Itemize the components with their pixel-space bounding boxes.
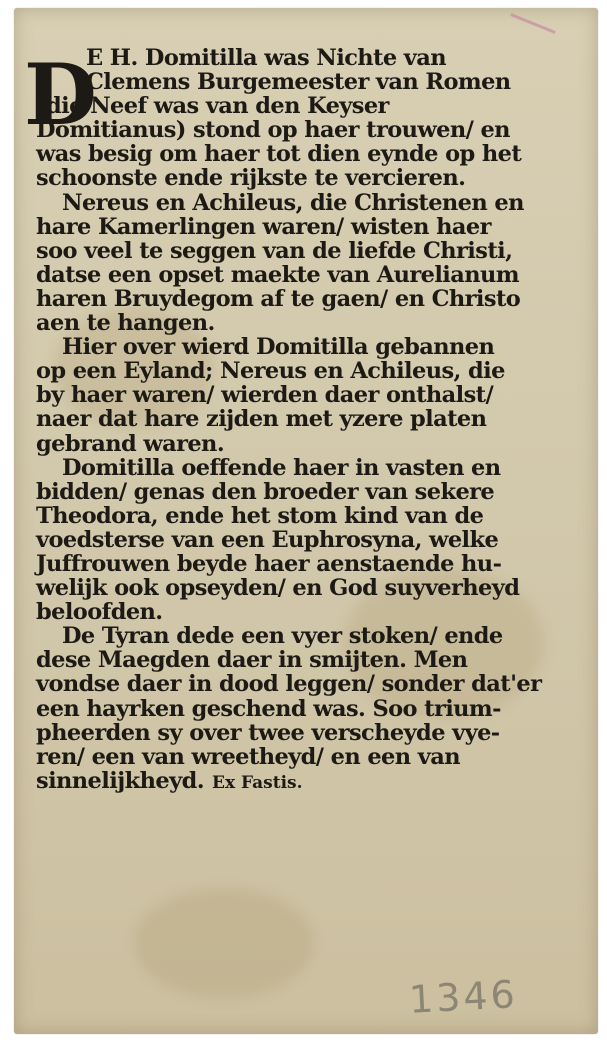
text-line: (die Neef was van den Keyser <box>36 93 389 120</box>
handwritten-number: 1346 <box>407 972 519 1022</box>
text-line: haren Bruydegom af te gaen/ en Christo <box>36 285 521 312</box>
paragraph-4 <box>36 456 581 625</box>
text-line: Juffrouwen beyde haer aenstaende hu- <box>36 550 502 577</box>
paragraph-1 <box>36 46 581 191</box>
text-line: gebrand waren. <box>36 430 225 457</box>
text-line: Clemens Burgemeester van Romen <box>86 69 511 96</box>
text-line: beloofden. <box>36 599 163 626</box>
text-line: E H. Domitilla was Nichte van <box>86 45 447 71</box>
text-line: pheerden sy over twee verscheyde vye- <box>36 719 500 746</box>
text-line: was besig om haer tot dien eynde op het <box>36 141 522 168</box>
text-line: schoonste ende rijkste te vercieren. <box>36 165 466 192</box>
text-line: een hayrken geschend was. Soo trium- <box>36 695 501 722</box>
text-line: vondse daer in dood leggen/ sonder dat'er <box>36 671 542 698</box>
text-line: Hier over wierd Domitilla gebannen <box>62 334 495 361</box>
text-line: op een Eyland; Nereus en Achileus, die <box>36 358 505 385</box>
text-line: sinnelijkheyd. <box>36 767 204 794</box>
paragraph-2 <box>36 191 581 336</box>
drop-cap: D <box>24 45 95 144</box>
text-line: bidden/ genas den broeder van sekere <box>36 478 495 505</box>
text-line: De Tyran dede een vyer stoken/ ende <box>62 623 503 650</box>
text-line: aen te hangen. <box>36 310 215 337</box>
printed-paper-sheet <box>14 8 598 1034</box>
text-line: soo veel te seggen van de liefde Christi, <box>36 237 513 264</box>
paper-stain <box>134 888 314 998</box>
text-line: welijk ook opseyden/ en God suyverheyd <box>36 575 520 602</box>
text-line: Theodora, ende het stom kind van de <box>36 502 484 529</box>
text-line: Domitianus) stond op haer trouwen/ en <box>36 117 510 144</box>
paragraph-3 <box>36 335 581 455</box>
text-line: Nereus en Achileus, die Christenen en <box>62 189 524 216</box>
text-line: ren/ een van wreetheyd/ en een van <box>36 743 460 770</box>
text-line: datse een opset maekte van Aurelianum <box>36 261 519 288</box>
text-line: Domitilla oeffende haer in vasten en <box>62 454 501 481</box>
text-line: dese Maegden daer in smijten. Men <box>36 647 468 674</box>
text-line-last <box>36 769 581 795</box>
source-citation: Ex Fastis. <box>212 772 303 793</box>
document-body <box>36 46 581 795</box>
paragraph-5 <box>36 624 581 795</box>
text-line: naer dat hare zijden met yzere platen <box>36 406 487 433</box>
text-line: voedsterse van een Euphrosyna, welke <box>36 526 499 553</box>
text-line: by haer waren/ wierden daer onthalst/ <box>36 382 494 409</box>
pencil-mark <box>510 13 556 34</box>
text-line: hare Kamerlingen waren/ wisten haer <box>36 213 491 240</box>
